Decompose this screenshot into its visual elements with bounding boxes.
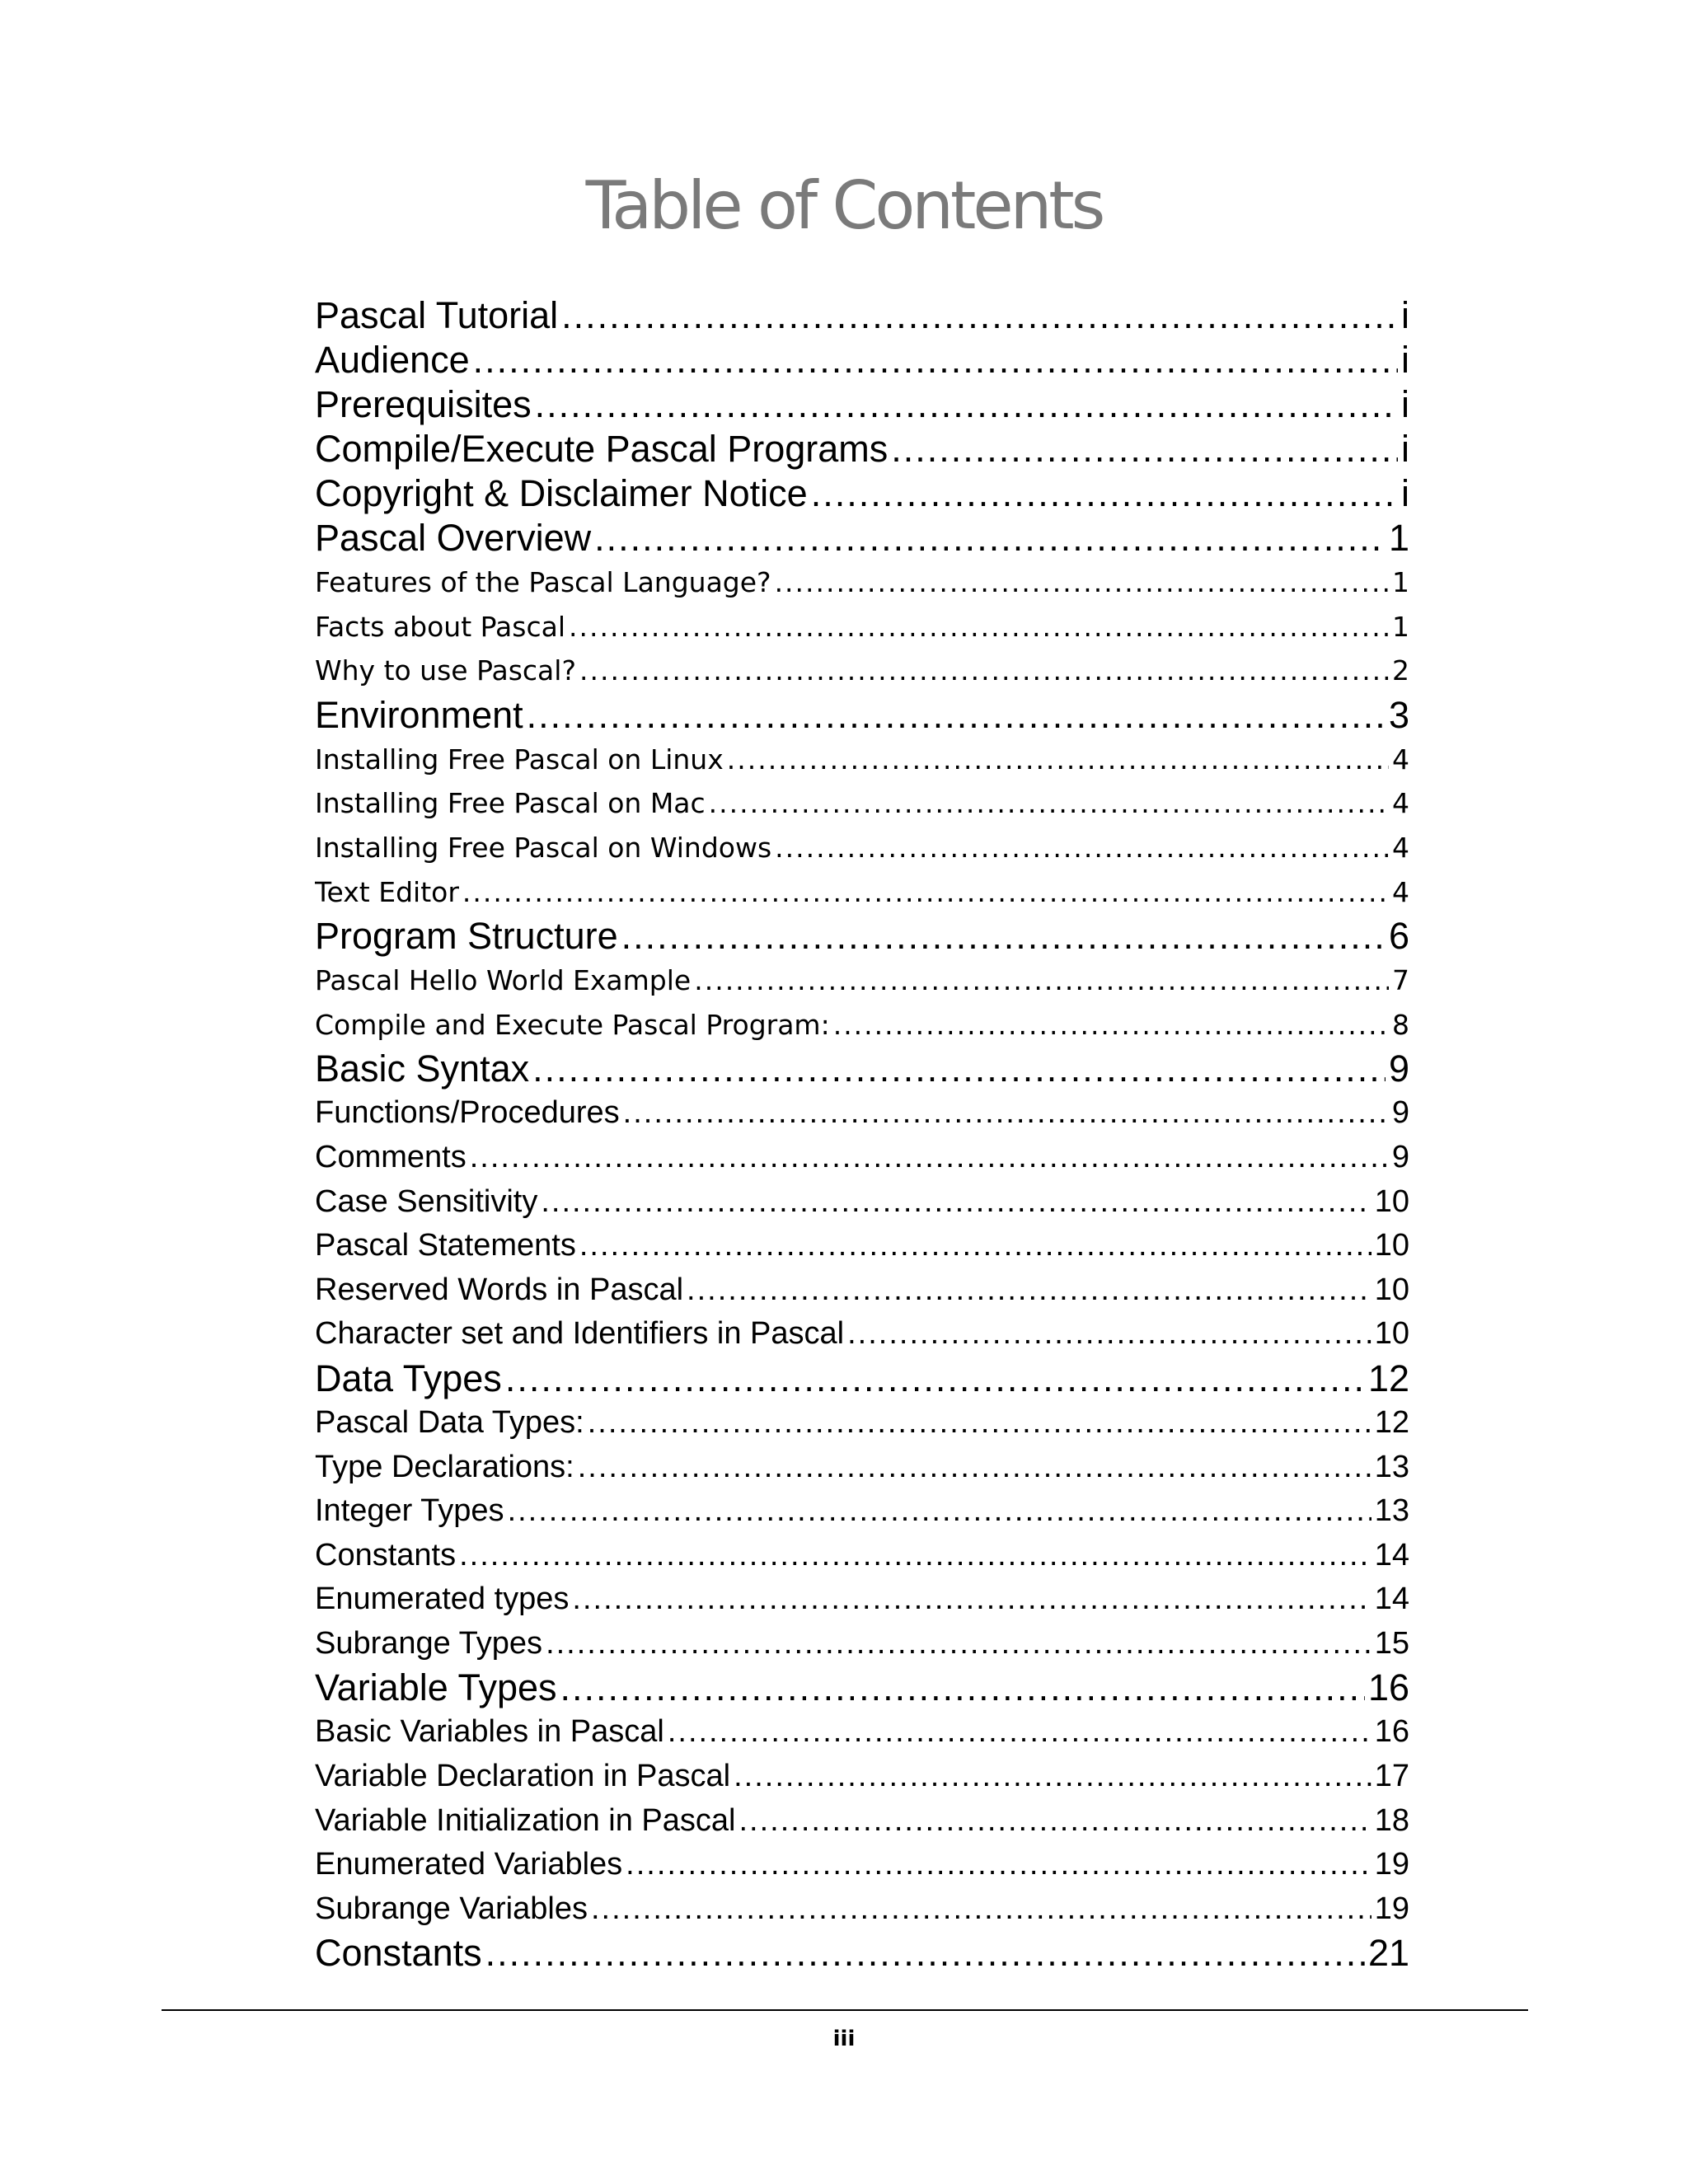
toc-entry-page: 1: [1392, 566, 1409, 598]
dot-leader: [734, 1755, 1372, 1799]
toc-entry-title: Reserved Words in Pascal: [315, 1272, 684, 1307]
toc-entry-page: 19: [1374, 1847, 1409, 1882]
dot-leader: [546, 1622, 1372, 1666]
toc-entry-page: i: [1401, 383, 1409, 425]
toc-entry-page: 13: [1374, 1493, 1409, 1529]
toc-entry[interactable]: [315, 649, 1409, 693]
toc-entry-page: 4: [1392, 831, 1409, 864]
dot-leader: [579, 1224, 1372, 1268]
dot-leader: [505, 1357, 1365, 1401]
dot-leader: [588, 1401, 1372, 1446]
toc-entry[interactable]: [315, 1224, 1409, 1268]
toc-entry-title: Audience: [315, 339, 470, 381]
toc-entry-title: Basic Syntax: [315, 1047, 530, 1090]
toc-entry-title: Constants: [315, 1932, 482, 1975]
toc-entry[interactable]: [315, 1401, 1409, 1446]
toc-entry-title: Environment: [315, 693, 523, 736]
toc-entry-title: Facts about Pascal: [315, 610, 566, 643]
dot-leader: [541, 1180, 1371, 1225]
dot-leader: [811, 471, 1398, 516]
toc-entry-page: 10: [1374, 1228, 1409, 1263]
toc-entry[interactable]: [315, 738, 1409, 782]
toc-entry[interactable]: [315, 605, 1409, 649]
dot-leader: [579, 649, 1389, 693]
toc-entry-page: 14: [1374, 1582, 1409, 1617]
toc-entry-page: 4: [1392, 787, 1409, 820]
page-title: Table of Contents: [585, 167, 1103, 244]
toc-entry[interactable]: [315, 1799, 1409, 1844]
toc-entry-title: Constants: [315, 1537, 457, 1572]
toc-entry[interactable]: [315, 693, 1409, 738]
toc-entry-page: 10: [1374, 1316, 1409, 1352]
toc-entry-title: Installing Free Pascal on Mac: [315, 787, 706, 820]
toc-entry-page: i: [1401, 472, 1409, 514]
toc-entry-title: Installing Free Pascal on Linux: [315, 743, 724, 776]
dot-leader: [532, 1047, 1386, 1091]
dot-leader: [727, 738, 1389, 782]
table-of-contents: [315, 293, 1409, 1975]
toc-entry-title: Pascal Data Types:: [315, 1404, 584, 1440]
dot-leader: [775, 560, 1389, 605]
dot-leader: [572, 1577, 1371, 1622]
toc-entry-title: Subrange Types: [315, 1625, 543, 1661]
toc-entry[interactable]: [315, 1136, 1409, 1180]
toc-entry[interactable]: [315, 781, 1409, 826]
toc-entry[interactable]: [315, 1622, 1409, 1666]
toc-entry-page: 10: [1374, 1183, 1409, 1219]
toc-entry[interactable]: [315, 1489, 1409, 1534]
toc-entry[interactable]: [315, 1047, 1409, 1091]
toc-entry[interactable]: [315, 1446, 1409, 1490]
toc-entry[interactable]: [315, 1931, 1409, 1975]
toc-entry-page: i: [1401, 339, 1409, 381]
dot-leader: [709, 781, 1389, 826]
toc-entry-page: 3: [1388, 693, 1409, 736]
toc-entry-title: Pascal Statements: [315, 1228, 576, 1263]
toc-entry-page: 9: [1388, 1047, 1409, 1090]
dot-leader: [462, 870, 1389, 915]
toc-entry[interactable]: [315, 516, 1409, 560]
toc-entry-title: Subrange Variables: [315, 1891, 588, 1926]
toc-entry-title: Installing Free Pascal on Windows: [315, 831, 772, 864]
dot-leader: [485, 1931, 1365, 1975]
toc-entry-page: 15: [1374, 1625, 1409, 1661]
toc-entry[interactable]: [315, 1003, 1409, 1047]
toc-entry-title: Prerequisites: [315, 383, 532, 425]
dot-leader: [459, 1534, 1372, 1578]
dot-leader: [833, 1003, 1389, 1047]
dot-leader: [668, 1710, 1372, 1755]
toc-entry[interactable]: [315, 1843, 1409, 1887]
toc-entry[interactable]: [315, 826, 1409, 870]
toc-entry-page: 6: [1388, 915, 1409, 958]
dot-leader: [561, 293, 1398, 338]
toc-entry-title: Text Editor: [315, 875, 459, 908]
toc-entry[interactable]: [315, 870, 1409, 915]
toc-entry-page: 1: [1388, 517, 1409, 559]
dot-leader: [621, 914, 1386, 958]
toc-entry-page: 9: [1391, 1095, 1409, 1131]
dot-leader: [775, 826, 1389, 870]
toc-entry-title: Functions/Procedures: [315, 1095, 620, 1131]
toc-entry-page: 17: [1374, 1759, 1409, 1794]
toc-entry-title: Pascal Hello World Example: [315, 964, 692, 997]
toc-entry-page: 9: [1391, 1139, 1409, 1174]
page-number: iii: [832, 2027, 856, 2051]
toc-entry[interactable]: [315, 293, 1409, 338]
toc-entry-page: 10: [1374, 1272, 1409, 1307]
dot-leader: [738, 1799, 1371, 1844]
dot-leader: [591, 1887, 1372, 1932]
toc-entry-page: 19: [1374, 1891, 1409, 1926]
toc-entry-title: Comments: [315, 1139, 467, 1174]
dot-leader: [527, 693, 1386, 738]
toc-entry[interactable]: [315, 1755, 1409, 1799]
toc-entry[interactable]: [315, 560, 1409, 605]
toc-entry-page: 2: [1392, 654, 1409, 687]
dot-leader: [508, 1489, 1372, 1534]
dot-leader: [694, 958, 1389, 1003]
dot-leader: [594, 516, 1386, 560]
footer-divider: [162, 2009, 1528, 2011]
dot-leader: [578, 1446, 1372, 1490]
toc-entry[interactable]: [315, 1666, 1409, 1710]
dot-leader: [560, 1666, 1365, 1710]
toc-entry-title: Copyright & Disclaimer Notice: [315, 472, 808, 514]
toc-entry-page: 1: [1392, 610, 1409, 643]
dot-leader: [847, 1312, 1372, 1357]
toc-entry-page: 12: [1367, 1357, 1409, 1399]
toc-entry[interactable]: [315, 471, 1409, 516]
toc-entry-title: Program Structure: [315, 915, 618, 958]
toc-entry-title: Basic Variables in Pascal: [315, 1714, 664, 1750]
dot-leader: [473, 338, 1398, 382]
toc-entry[interactable]: [315, 958, 1409, 1003]
toc-entry[interactable]: [315, 1091, 1409, 1136]
toc-entry[interactable]: [315, 382, 1409, 427]
toc-entry-title: Variable Types: [315, 1666, 557, 1709]
toc-entry[interactable]: [315, 914, 1409, 958]
toc-entry-title: Pascal Overview: [315, 517, 592, 559]
toc-entry-title: Data Types: [315, 1357, 502, 1399]
dot-leader: [687, 1268, 1372, 1313]
toc-entry-page: 4: [1392, 875, 1409, 908]
toc-entry-page: 14: [1374, 1537, 1409, 1572]
toc-entry[interactable]: [315, 1180, 1409, 1225]
toc-entry-title: Character set and Identifiers in Pascal: [315, 1316, 845, 1352]
toc-entry-page: i: [1401, 294, 1409, 336]
toc-entry[interactable]: [315, 1887, 1409, 1932]
toc-entry[interactable]: [315, 1312, 1409, 1357]
toc-entry-page: 12: [1374, 1404, 1409, 1440]
toc-entry-page: 4: [1392, 743, 1409, 776]
toc-entry-page: 8: [1392, 1008, 1409, 1041]
toc-entry-title: Type Declarations:: [315, 1449, 574, 1484]
toc-entry-title: Variable Declaration in Pascal: [315, 1759, 731, 1794]
toc-entry-page: 16: [1367, 1666, 1409, 1709]
toc-entry-title: Enumerated Variables: [315, 1847, 623, 1882]
toc-entry-page: 21: [1367, 1932, 1409, 1975]
dot-leader: [626, 1843, 1372, 1887]
toc-entry-page: 16: [1374, 1714, 1409, 1750]
dot-leader: [891, 427, 1398, 471]
toc-entry[interactable]: [315, 1357, 1409, 1401]
toc-entry-title: Why to use Pascal?: [315, 654, 576, 687]
toc-entry-title: Compile and Execute Pascal Program:: [315, 1008, 830, 1041]
toc-entry-title: Enumerated types: [315, 1582, 570, 1617]
toc-entry[interactable]: [315, 1577, 1409, 1622]
toc-entry[interactable]: [315, 1268, 1409, 1313]
toc-entry-page: 7: [1392, 964, 1409, 997]
toc-entry-title: Case Sensitivity: [315, 1183, 538, 1219]
toc-entry-title: Integer Types: [315, 1493, 504, 1529]
dot-leader: [470, 1136, 1389, 1180]
dot-leader: [623, 1091, 1389, 1136]
toc-entry[interactable]: [315, 1534, 1409, 1578]
toc-entry-page: 13: [1374, 1449, 1409, 1484]
toc-entry-title: Features of the Pascal Language?: [315, 566, 771, 598]
toc-entry[interactable]: [315, 338, 1409, 382]
dot-leader: [535, 382, 1398, 427]
toc-entry[interactable]: [315, 1710, 1409, 1755]
toc-entry-title: Variable Initialization in Pascal: [315, 1802, 736, 1838]
toc-entry-title: Compile/Execute Pascal Programs: [315, 428, 889, 470]
toc-entry-page: i: [1401, 428, 1409, 470]
toc-entry-title: Pascal Tutorial: [315, 294, 559, 336]
toc-entry-page: 18: [1374, 1802, 1409, 1838]
dot-leader: [569, 605, 1389, 649]
toc-entry[interactable]: [315, 427, 1409, 471]
